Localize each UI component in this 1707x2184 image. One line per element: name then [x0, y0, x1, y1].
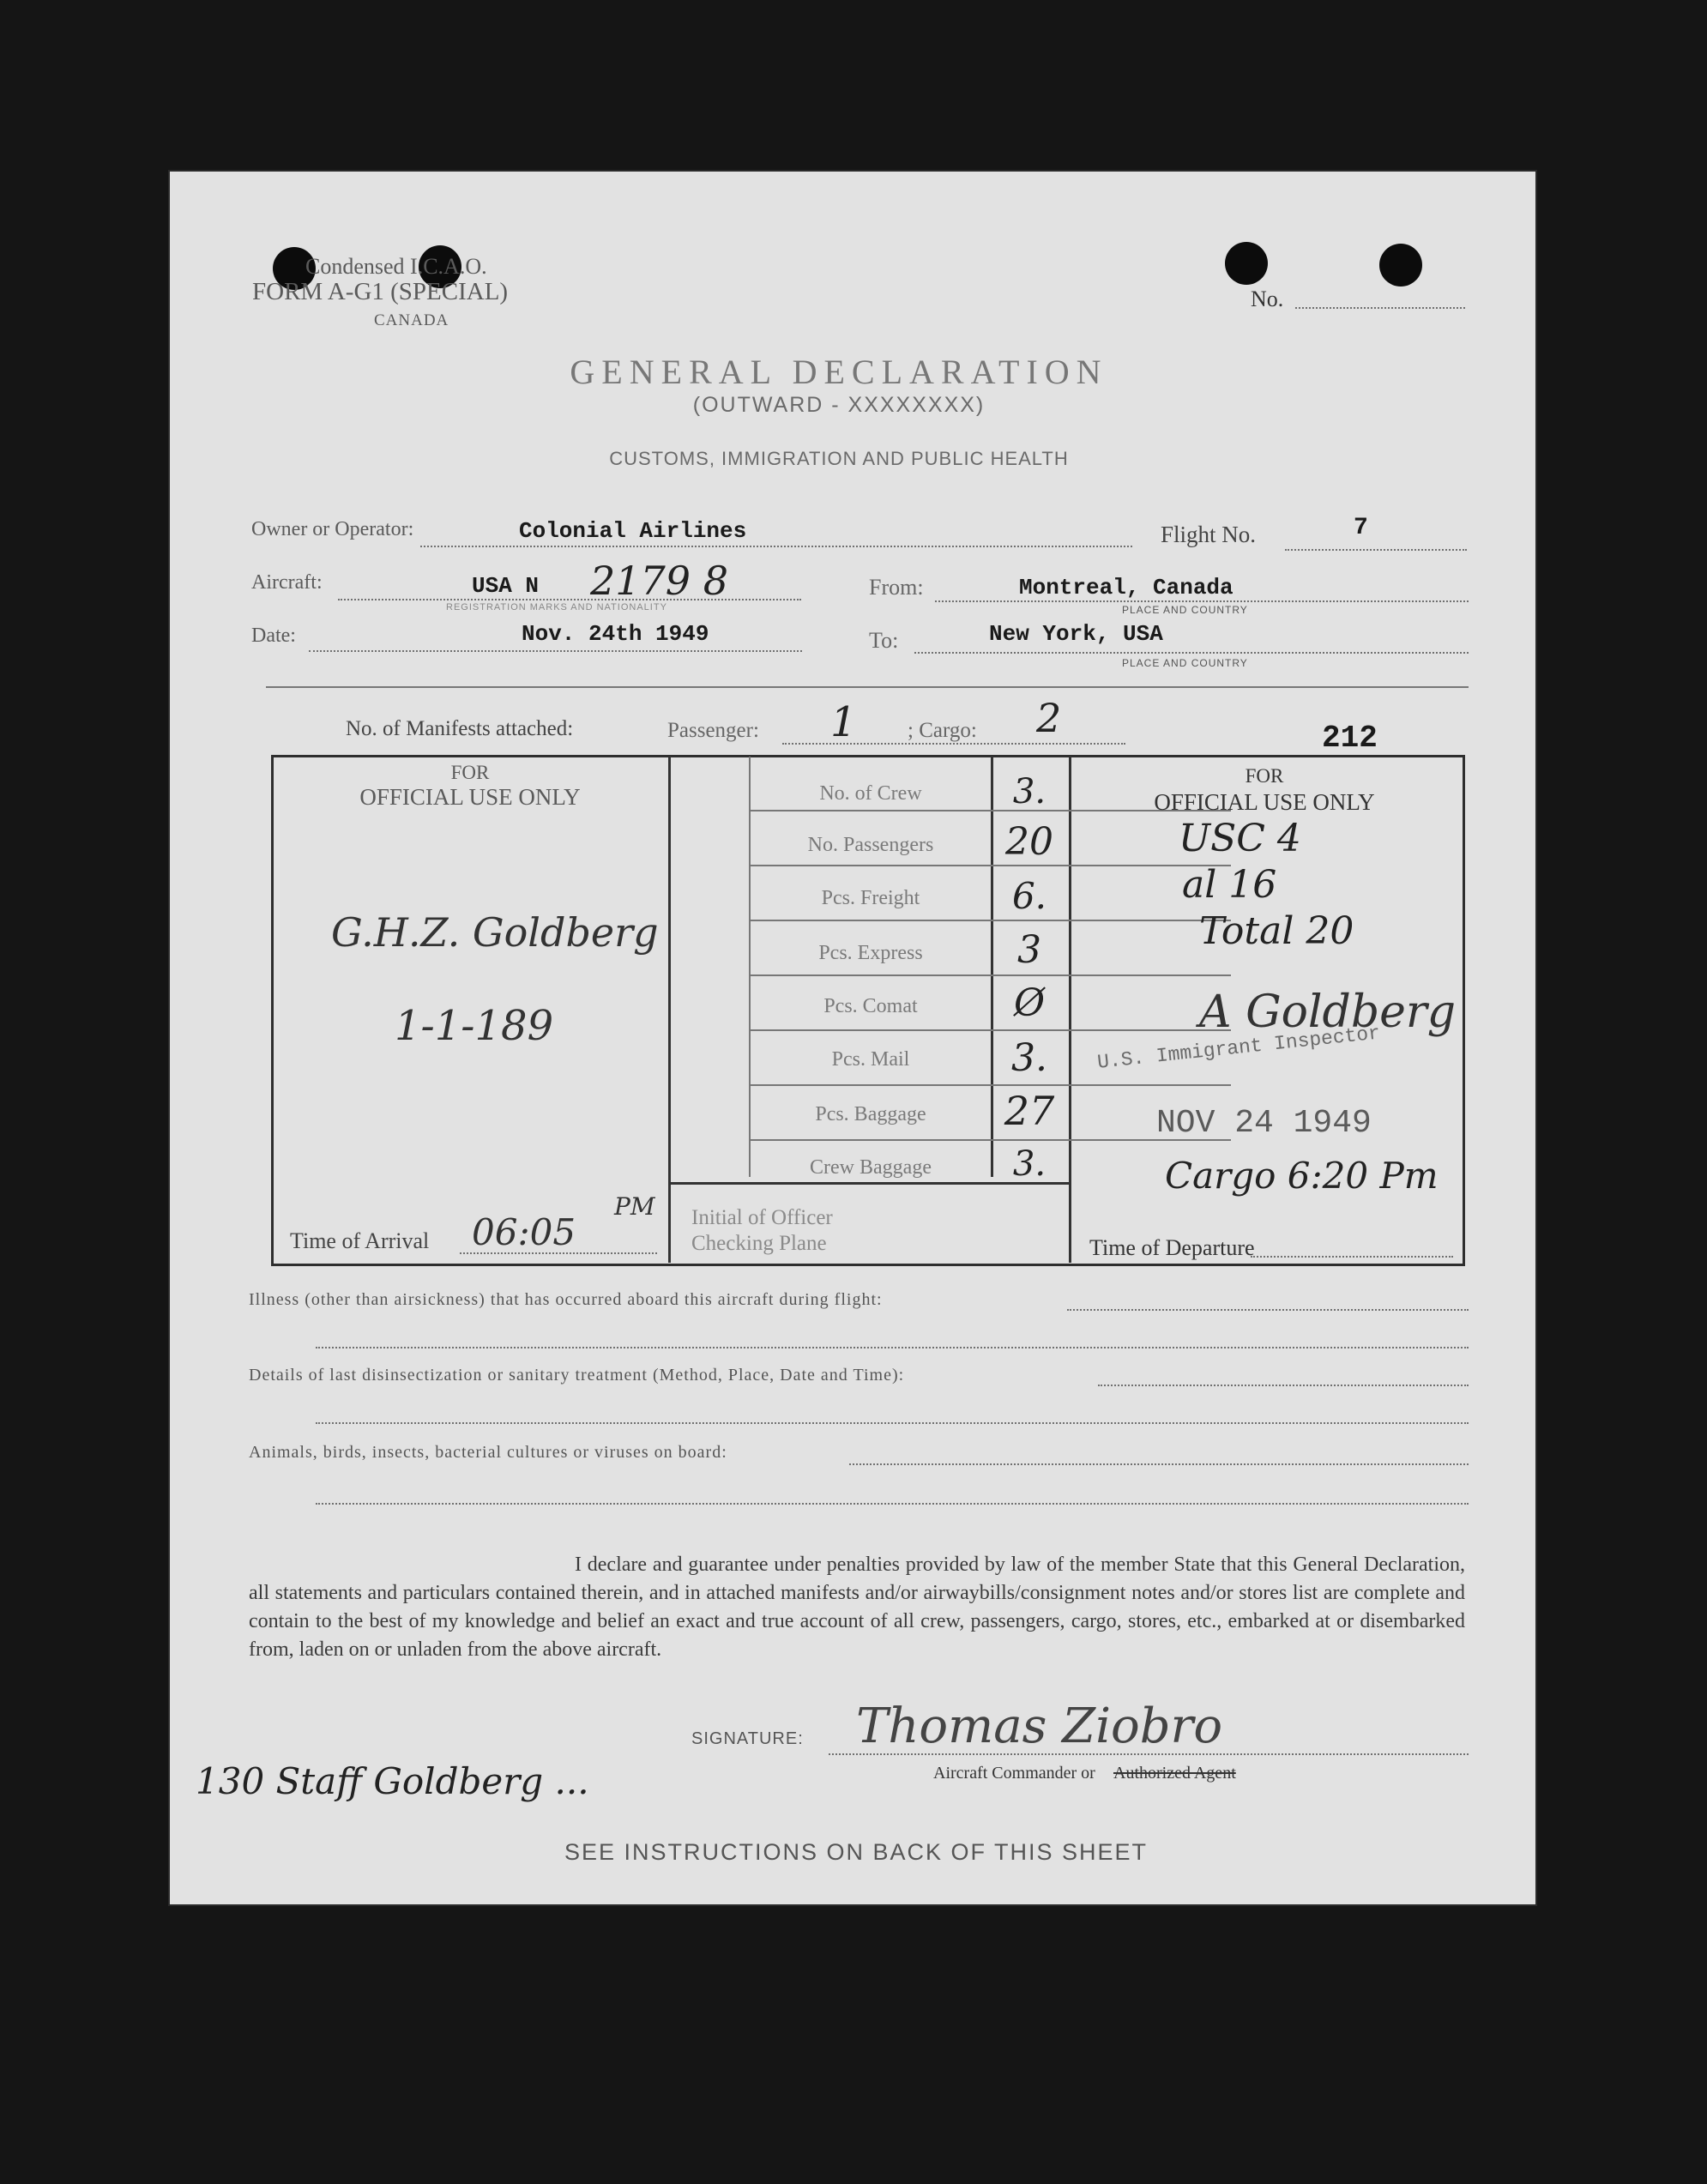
commander-caption: Aircraft Commander or: [933, 1764, 1095, 1783]
row-label: Pcs. Express: [818, 942, 923, 964]
animals-line-1: [849, 1463, 1469, 1465]
customs-subheader: CUSTOMS, IMMIGRATION AND PUBLIC HEALTH: [609, 448, 1069, 469]
row-value: 3.: [1011, 1036, 1047, 1080]
aircraft-registration-handwritten: 2179 8: [590, 558, 728, 604]
flight-line: [1285, 549, 1467, 551]
to-place-caption: PLACE AND COUNTRY: [1122, 657, 1248, 669]
arrival-line: [460, 1252, 657, 1254]
disinsect-line-2: [316, 1422, 1469, 1424]
disinsect-label: Details of last disinsectization or sanitary treatment (Method, Place, Date and Time):: [249, 1366, 905, 1385]
right-for-label: FOR: [1245, 765, 1284, 787]
row-value: 3.: [1012, 772, 1047, 811]
document-number: 212: [1322, 721, 1378, 756]
illness-label: Illness (other than airsickness) that has occurred aboard this aircraft during flight:: [249, 1290, 883, 1309]
disinsect-line-1: [1098, 1385, 1469, 1386]
initial-officer-label: Initial of Officer: [691, 1206, 833, 1229]
arrival-pm: PM: [614, 1192, 655, 1221]
row-label: Pcs. Mail: [831, 1048, 910, 1071]
cargo-manifest-value: 2: [1036, 695, 1062, 741]
right-official-label: OFFICIAL USE ONLY: [1154, 789, 1375, 815]
aircraft-line: [338, 599, 801, 600]
date-line: [309, 650, 802, 652]
arrival-time-value: 06:05: [472, 1211, 576, 1253]
number-label: No.: [1251, 287, 1284, 311]
table-divider-1: [668, 757, 671, 1263]
from-line: [935, 600, 1469, 602]
row-value: 27: [1004, 1088, 1055, 1134]
right-handwritten-usc: USC 4: [1179, 817, 1301, 860]
aircraft-label: Aircraft:: [251, 571, 323, 594]
page-subtitle: (OUTWARD - XXXXXXXX): [692, 393, 986, 417]
to-label: To:: [869, 628, 899, 653]
right-handwritten-al: al 16: [1182, 863, 1277, 907]
table-row: [751, 865, 1231, 920]
date-stamp: NOV 24 1949: [1156, 1105, 1372, 1142]
row-value: 20: [1005, 820, 1053, 864]
punch-hole-4: [1379, 244, 1422, 287]
right-handwritten-signature: A Goldberg: [1199, 986, 1457, 1038]
condensed-label: Condensed I.C.A.O.: [305, 254, 487, 279]
table-row: [751, 920, 1231, 974]
date-value: Nov. 24th 1949: [522, 621, 709, 647]
row-label: No. Passengers: [807, 834, 934, 856]
declaration-text: I declare and guarantee under penalties provided by law of the member State that this General Declaration, all statements and particulars contained therein, and in attached manifests and/or airwaybills/consignment notes and/or stores list are complete and contain to the best of my knowledge and belief an exact and true account of all crew, passengers, cargo, stores, etc., embarked at or disembarked from, laden on or unladen from the above aircraft.: [249, 1554, 1465, 1661]
illness-line-2: [316, 1347, 1469, 1348]
punch-hole-3: [1225, 242, 1268, 285]
number-line: [1295, 307, 1465, 309]
date-label: Date:: [251, 624, 296, 647]
left-handwritten-number: 1-1-189: [395, 1002, 554, 1050]
row-label: Pcs. Baggage: [815, 1103, 926, 1125]
row-label: Pcs. Freight: [821, 887, 920, 909]
cargo-label: ; Cargo:: [908, 719, 977, 742]
commander-signature: Thomas Ziobro: [856, 1698, 1223, 1754]
bottom-handwritten-note: 130 Staff Goldberg ...: [196, 1760, 589, 1802]
left-for-label: FOR: [450, 762, 490, 783]
illness-line-1: [1067, 1309, 1469, 1311]
row-label: No. of Crew: [819, 782, 922, 805]
arrival-label: Time of Arrival: [290, 1228, 430, 1253]
table-row: [751, 1139, 1231, 1194]
row-value: 3.: [1012, 1144, 1047, 1184]
instructions-footer: SEE INSTRUCTIONS ON BACK OF THIS SHEET: [564, 1839, 1149, 1865]
header-divider: [266, 686, 1469, 688]
row-label: Pcs. Comat: [823, 995, 918, 1017]
immigrant-inspector-stamp: U.S. Immigrant Inspector: [1096, 1022, 1382, 1074]
animals-label: Animals, birds, insects, bacterial cultures or viruses on board:: [249, 1443, 727, 1462]
left-handwritten-signature: G.H.Z. Goldberg: [331, 909, 659, 956]
aircraft-value: USA N: [472, 573, 540, 599]
page-title: GENERAL DECLARATION: [570, 353, 1108, 391]
row-label: Crew Baggage: [810, 1156, 932, 1179]
manifests-label: No. of Manifests attached:: [346, 717, 574, 740]
owner-label: Owner or Operator:: [251, 518, 414, 540]
to-line: [914, 652, 1469, 654]
declaration-form: [170, 172, 1535, 1904]
middle-bottom-rule: [670, 1182, 1069, 1185]
departure-line: [1251, 1256, 1453, 1258]
from-label: From:: [869, 575, 924, 600]
owner-value: Colonial Airlines: [519, 518, 747, 544]
signature-label: SIGNATURE:: [691, 1729, 804, 1748]
passenger-manifest-value: 1: [830, 698, 857, 746]
departure-label: Time of Departure: [1089, 1235, 1255, 1260]
country-label: CANADA: [374, 311, 449, 329]
flight-value: 7: [1354, 515, 1368, 541]
table-row: [751, 810, 1231, 865]
checking-plane-label: Checking Plane: [691, 1232, 827, 1255]
from-value: Montreal, Canada: [1019, 575, 1234, 600]
right-handwritten-total: Total 20: [1199, 909, 1354, 953]
animals-line-2: [316, 1503, 1469, 1505]
flight-label: Flight No.: [1161, 522, 1257, 547]
manifests-line: [782, 743, 1125, 745]
table-row: [751, 974, 1231, 1029]
to-value: New York, USA: [989, 621, 1163, 647]
right-handwritten-cargo-time: Cargo 6:20 Pm: [1165, 1155, 1439, 1197]
owner-line: [420, 546, 1132, 547]
registration-caption: REGISTRATION MARKS AND NATIONALITY: [446, 602, 667, 612]
row-value: Ø: [1013, 981, 1046, 1025]
row-value: 3: [1017, 928, 1041, 972]
from-place-caption: PLACE AND COUNTRY: [1122, 604, 1248, 616]
form-label: FORM A-G1 (SPECIAL): [252, 278, 509, 305]
left-official-label: OFFICIAL USE ONLY: [359, 784, 581, 810]
row-value: 6.: [1011, 875, 1047, 917]
authorized-agent-caption: Authorized Agent: [1113, 1764, 1236, 1783]
passenger-label: Passenger:: [667, 719, 759, 742]
